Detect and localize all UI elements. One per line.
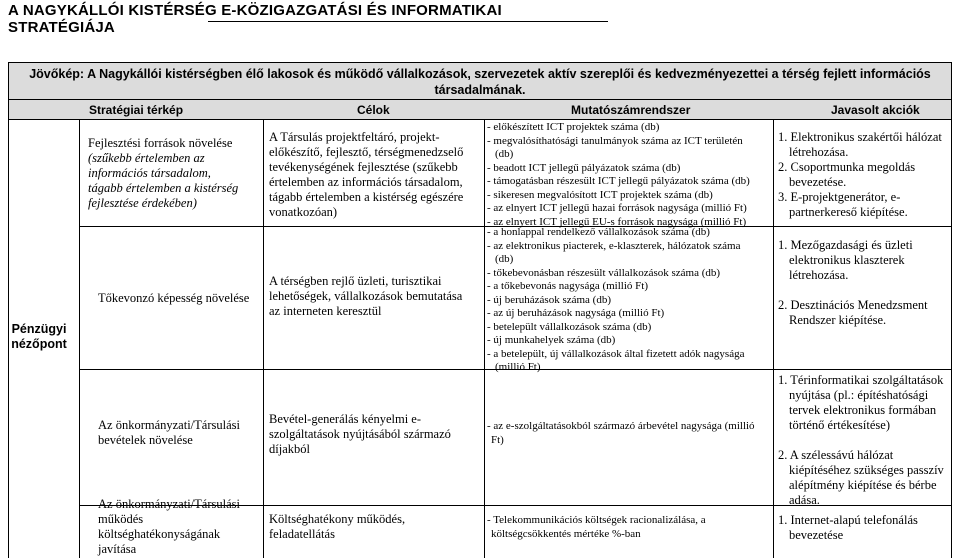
row4-actions: 1. Internet-alapú telefonálás bevezetése: [778, 513, 918, 542]
row3-strategy: Az önkormányzati/Társulási bevételek növelése: [98, 418, 240, 447]
row1-strategy: Fejlesztési források növelése (szűkebb értelemben az információs társadalom, tágabb értelemben a kistérség fejlesztése érdekében): [88, 136, 239, 210]
row2-indicators: - a honlappal rendelkező vállalkozások száma (db) - az elektronikus piacterek, e-klaszterek, hálózatok száma (db) - tőkebevonásban részesült vállalkozások száma (db) - a tőkebevonás nagysága (millió Ft) - új beruházások száma (db) - az új beruházások nagysága (millió Ft) - betelepült vállalkozások száma (db) - új munkahelyek száma (db) - a betelepült, új vállalkozások által fizetett adók nagysága (millió Ft): [487, 226, 745, 373]
perspective-label: Pénzügyi nézőpont: [11, 322, 67, 351]
header-goals: Célok: [357, 103, 390, 117]
row1-indicators: - előkészített ICT projektek száma (db) - megvalósíthatósági tanulmányok száma az ICT területén (db) - beadott ICT jellegű pályázatok száma (db) - támogatásban részesült ICT jellegű pályázatok száma (db) - sikeresen megvalósított ICT projektek száma (db) - az elnyert ICT jellegű hazai források nagysága (millió Ft) - az elnyert ICT jellegű EU-s források nagysága (millió Ft): [487, 121, 750, 228]
row3-actions: 1. Térinformatikai szolgáltatások nyújtása (pl.: építéshatósági tervek elektronikus formában történő értékesítése) 2. A szélessávú hálózat kiépítéséhez szükséges passzív alépítmény kiépítése és bérbe adása.: [778, 373, 944, 507]
row4-strategy: Az önkormányzati/Társulási működés költséghatékonyságának javítása: [98, 497, 240, 556]
row4-indicators: - Telekommunikációs költségek racionalizálása, a költségcsökkentés mértéke %-ban: [487, 514, 706, 540]
header-indicators: Mutatószámrendszer: [571, 103, 691, 117]
divider: [263, 120, 264, 558]
header-strategy-map: Stratégiai térkép: [89, 103, 184, 117]
divider: [773, 120, 774, 558]
divider: [79, 120, 80, 558]
vision-banner: [8, 62, 952, 100]
row1-goal: A Társulás projektfeltáró, projekt- előkészítő, fejlesztő, térségmenedzselő tevékenységének fejlesztése (szűkebb értelemben az információs társadalom, tágabb értelemben a kistérség egészére vonatkozóan): [269, 130, 464, 219]
row4-goal: Költséghatékony működés, feladatellátás: [269, 512, 406, 541]
title-underline: [208, 21, 608, 22]
header-actions: Javasolt akciók: [831, 103, 920, 117]
row2-actions: 1. Mezőgazdasági és üzleti elektronikus klaszterek létrehozása. 2. Desztinációs Menedzsment Rendszer kiépítése.: [778, 238, 928, 327]
divider: [484, 120, 485, 558]
row2-strategy: Tőkevonzó képesség növelése: [98, 291, 250, 305]
vision-line-1: Jövőkép: A Nagykállói kistérségben élő lakosok és működő vállalkozások, szervezetek aktív szereplői és kedvezményezettei a térség fejlett információs: [29, 67, 931, 81]
row2-goal: A térségben rejlő üzleti, turisztikai lehetőségek, vállalkozások bemutatása az interneten keresztül: [269, 274, 463, 318]
vision-line-2: társadalmának.: [434, 83, 526, 97]
row3-goal: Bevétel-generálás kényelmi e- szolgáltatások nyújtásából származó díjakból: [269, 412, 451, 456]
row1-actions: 1. Elektronikus szakértői hálózat létrehozása. 2. Csoportmunka megoldás bevezetése. 3. E-projektgenerátor, e- partnerkereső kiépítése.: [778, 130, 942, 219]
row3-indicators: - az e-szolgáltatásokból származó árbevétel nagysága (millió Ft): [487, 420, 755, 446]
table-header-row: [8, 100, 952, 120]
document-title: A NAGYKÁLLÓI KISTÉRSÉG E-KÖZIGAZGATÁSI ÉS INFORMATIKAI STRATÉGIÁJA: [8, 2, 502, 36]
